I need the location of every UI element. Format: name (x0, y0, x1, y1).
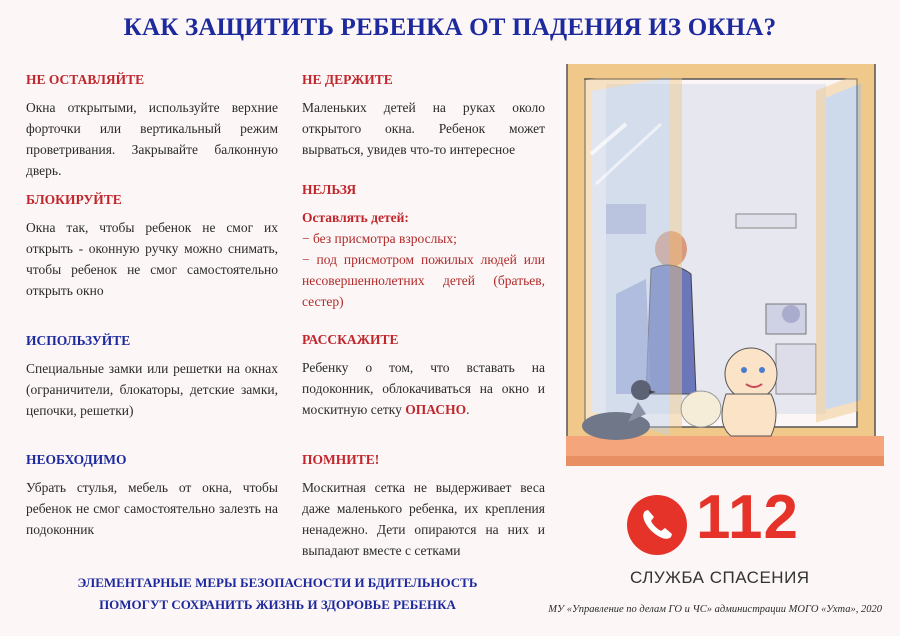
emergency-number: 112 (696, 483, 800, 552)
section-text: Окна открытыми, используйте верхние форточки или вертикальный режим проветривания. Закрывайте балконную дверь. (26, 100, 278, 178)
section-heading: НЕОБХОДИМО (26, 452, 127, 467)
section-rasskazhite (302, 332, 545, 420)
section-text-body: Ребенку о том, что вставать на подоконник, облокачиваться на окно и москитную сетку (302, 360, 545, 417)
page-title: КАК ЗАЩИТИТЬ РЕБЕНКА ОТ ПАДЕНИЯ ИЗ ОКНА? (123, 14, 777, 41)
section-heading: НЕ ОСТАВЛЯЙТЕ (26, 72, 145, 87)
phone-icon (626, 494, 688, 556)
list-item: − под присмотром пожилых людей или несовершеннолетних детей (братьев, сестер) (302, 252, 545, 309)
section-heading: РАССКАЖИТЕ (302, 332, 399, 347)
section-ispolzuite (26, 333, 278, 421)
window-sash-right (821, 76, 866, 416)
list-item: − без присмотра взрослых; (302, 231, 457, 246)
section-text (302, 357, 545, 420)
section-pomnite (302, 452, 545, 561)
footer-line-2: ПОМОГУТ СОХРАНИТЬ ЖИЗНЬ И ЗДОРОВЬЕ РЕБЕНКА (99, 597, 456, 612)
section-heading: ПОМНИТЕ! (302, 452, 380, 467)
section-heading: ИСПОЛЬЗУЙТЕ (26, 333, 131, 348)
section-heading: БЛОКИРУЙТЕ (26, 192, 122, 207)
section-text: Москитная сетка не выдерживает веса даже маленького ребенка, их крепления ненадежно. Дети опираются на них и выпадают вместе с сетками (302, 480, 545, 558)
section-text: Маленьких детей на руках около открытого окна. Ребенок может вырваться, увидев что-то интересное (302, 100, 545, 157)
section-blokiruite (26, 192, 278, 301)
window-sash-left (586, 70, 676, 444)
footer-line-1: ЭЛЕМЕНТАРНЫЕ МЕРЫ БЕЗОПАСНОСТИ И БДИТЕЛЬНОСТЬ (77, 575, 478, 590)
section-heading: НЕ ДЕРЖИТЕ (302, 72, 393, 87)
danger-word: ОПАСНО (405, 402, 467, 417)
section-nelzya (302, 182, 545, 312)
section-ne-ostavlyaite (26, 72, 278, 181)
section-text: Убрать стулья, мебель от окна, чтобы ребенок не смог самостоятельно залезть на подоконник (26, 480, 278, 537)
credit-line: МУ «Управление по делам ГО и ЧС» администрации МОГО «Ухта», 2020 (548, 604, 882, 615)
window-illustration (566, 64, 884, 478)
baby-icon (725, 348, 777, 400)
emergency-service-label: СЛУЖБА СПАСЕНИЯ (630, 568, 810, 587)
emergency-badge (626, 483, 826, 588)
section-text: Специальные замки или решетки на окнах (ограничители, блокаторы, детские замки, цепочки, решетки) (26, 361, 278, 418)
section-subheading: Оставлять детей: (302, 210, 409, 225)
section-heading: НЕЛЬЗЯ (302, 182, 357, 197)
section-ne-derzhite (302, 72, 545, 160)
section-neobkhodimo (26, 452, 278, 540)
section-text: Окна так, чтобы ребенок не смог их открыть - оконную ручку можно снимать, чтобы ребенок не смог самостоятельно открыть окно (26, 220, 278, 298)
section-text-end: . (466, 402, 470, 417)
